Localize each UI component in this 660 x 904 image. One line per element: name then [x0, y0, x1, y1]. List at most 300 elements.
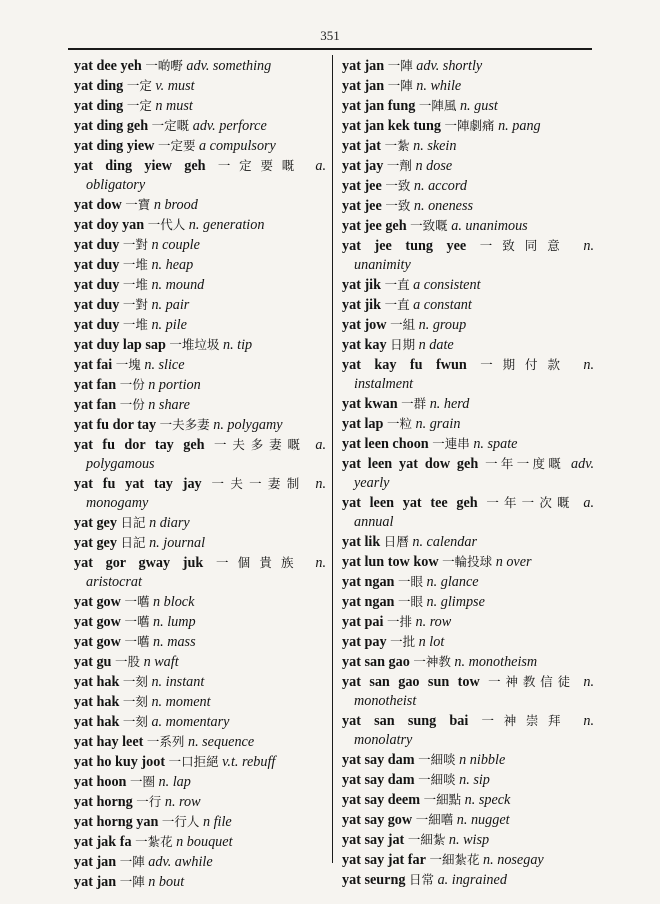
entry-definition: n. pang	[498, 118, 541, 134]
entry-headword: yat jan	[74, 874, 117, 890]
dictionary-entry	[342, 572, 594, 592]
entry-definition: a.	[583, 495, 594, 511]
entry-chinese: 一細啖	[418, 772, 456, 787]
dictionary-entry	[74, 215, 326, 235]
dictionary-entry	[74, 792, 326, 812]
entry-chinese: 一寶	[125, 197, 151, 212]
entry-definition: a. momentary	[151, 714, 230, 730]
dictionary-entry	[342, 434, 594, 454]
entry-chinese: 一細紮花	[429, 852, 480, 867]
dictionary-entry	[74, 474, 326, 513]
entry-headword: yat jay	[342, 158, 384, 174]
dictionary-entry	[74, 652, 326, 672]
entry-headword: yat jee	[342, 198, 382, 214]
entry-definition: n.	[583, 674, 594, 690]
dictionary-entry	[74, 632, 326, 652]
entry-chinese: 一圈	[129, 774, 155, 789]
dictionary-entry	[74, 612, 326, 632]
entry-headword: yat fan	[74, 397, 117, 413]
entry-definition: n. sequence	[187, 734, 255, 750]
entry-chinese: 一堆	[122, 277, 148, 292]
entry-definition: n. accord	[413, 178, 467, 194]
entry-chinese: 一啲嘢	[145, 58, 183, 73]
entry-definition: n couple	[151, 237, 200, 253]
entry-chinese: 一粒	[386, 416, 412, 431]
entry-headword: yat kay fu fwun	[342, 357, 467, 373]
dictionary-entry	[342, 850, 594, 870]
entry-definition: n. slice	[144, 357, 185, 373]
entry-definition: n bout	[148, 874, 185, 890]
dictionary-entry	[342, 532, 594, 552]
entry-headword: yat say jat far	[342, 852, 426, 868]
entry-chinese: 一劑	[386, 158, 412, 173]
entry-definition-continued: obligatory	[86, 177, 146, 193]
dictionary-entry	[74, 732, 326, 752]
entry-chinese: 一致同意	[479, 238, 570, 253]
entry-definition: n.	[583, 713, 594, 729]
entry-definition: n diary	[149, 515, 190, 531]
dictionary-entry	[342, 632, 594, 652]
entry-definition: n. row	[164, 794, 201, 810]
dictionary-entry	[342, 96, 594, 116]
dictionary-entry	[342, 672, 594, 711]
entry-definition: n block	[153, 594, 195, 610]
entry-chinese: 一細嚿	[415, 812, 454, 827]
dictionary-entry	[342, 136, 594, 156]
entry-chinese: 一細啖	[418, 752, 456, 767]
entry-headword: yat ho kuy joot	[74, 754, 166, 770]
entry-headword: yat ding	[74, 98, 124, 114]
entry-definition: a.	[315, 158, 326, 174]
dictionary-entry	[342, 493, 594, 532]
entry-chinese: 一神教	[413, 654, 451, 669]
entry-chinese: 一直	[384, 277, 410, 292]
entry-definition: n. instant	[151, 674, 205, 690]
dictionary-entry	[342, 56, 594, 76]
entry-definition: n. lap	[158, 774, 191, 790]
entry-headword: yat duy	[74, 317, 120, 333]
entry-headword: yat hak	[74, 694, 120, 710]
entry-headword: yat pay	[342, 634, 387, 650]
entry-headword: yat fai	[74, 357, 113, 373]
entry-first-line	[342, 454, 594, 474]
entry-headword: yat ding yiew geh	[74, 158, 206, 174]
dictionary-entry	[74, 375, 326, 395]
dictionary-entry	[74, 692, 326, 712]
entry-first-line	[74, 553, 326, 573]
dictionary-entry	[342, 216, 594, 236]
entry-chinese: 一神崇拜	[481, 713, 571, 728]
entry-chinese: 一定	[126, 98, 152, 113]
entry-definition: n. nugget	[456, 812, 510, 828]
entry-definition-continued: monolatry	[354, 732, 413, 748]
entry-definition: n. calendar	[412, 534, 477, 550]
entry-definition: n waft	[143, 654, 179, 670]
entry-chinese: 一定要	[157, 138, 196, 153]
dictionary-entry	[74, 672, 326, 692]
entry-definition: n. journal	[149, 535, 206, 551]
entry-chinese: 一份	[119, 377, 145, 392]
entry-headword: yat jow	[342, 317, 387, 333]
entry-chinese: 一致	[385, 178, 411, 193]
entry-chinese: 一嚿	[124, 594, 150, 609]
entry-chinese: 一陣	[387, 58, 413, 73]
dictionary-entry	[74, 275, 326, 295]
entry-chinese: 一年一度嘅	[485, 456, 565, 471]
entry-definition: n.	[315, 476, 326, 492]
entry-definition: a. unanimous	[451, 218, 528, 234]
entry-headword: yat lap	[342, 416, 384, 432]
entry-definition-continued: annual	[354, 514, 394, 530]
entry-chinese: 一年一次嘅	[486, 495, 575, 510]
dictionary-entry	[342, 454, 594, 493]
entry-first-line	[342, 493, 594, 513]
entry-chinese: 一組	[390, 317, 416, 332]
dictionary-entry	[74, 255, 326, 275]
entry-chinese: 一陣	[387, 78, 413, 93]
entry-definition: n file	[202, 814, 232, 830]
entry-chinese: 一期付款	[480, 357, 570, 372]
entry-definition: a consistent	[413, 277, 481, 293]
entry-chinese: 一神教信徒	[488, 674, 575, 689]
entry-definition: n. mound	[151, 277, 205, 293]
dictionary-entry	[342, 414, 594, 434]
dictionary-entry	[74, 872, 326, 892]
dictionary-entry	[342, 711, 594, 750]
entry-definition: n. pair	[151, 297, 190, 313]
dictionary-entry	[74, 355, 326, 375]
entry-headword: yat ngan	[342, 574, 395, 590]
dictionary-entry	[74, 712, 326, 732]
entry-chinese: 一致	[385, 198, 411, 213]
entry-headword: yat seurng	[342, 872, 406, 888]
entry-chinese: 一代人	[147, 217, 186, 232]
entry-headword: yat jan fung	[342, 98, 416, 114]
dictionary-entry	[342, 394, 594, 414]
entry-first-line	[74, 156, 326, 176]
entry-chinese: 一眼	[397, 574, 423, 589]
dictionary-entry	[74, 772, 326, 792]
entry-definition: v.t. rebuff	[222, 754, 276, 770]
entry-first-line	[342, 236, 594, 256]
dictionary-entry	[342, 275, 594, 295]
entry-headword: yat leen choon	[342, 436, 429, 452]
entry-definition: n. oneness	[413, 198, 473, 214]
dictionary-entry	[74, 415, 326, 435]
entry-definition: n. mass	[153, 634, 196, 650]
entry-chinese: 一定嘅	[151, 118, 190, 133]
dictionary-entry	[342, 315, 594, 335]
entry-chinese: 一堆垃圾	[169, 337, 220, 352]
dictionary-entry	[74, 56, 326, 76]
entry-chinese: 一刻	[122, 674, 148, 689]
entry-headword: yat leen yat tee geh	[342, 495, 478, 511]
entry-headword: yat hak	[74, 674, 120, 690]
dictionary-entry	[342, 552, 594, 572]
entry-definition: n.	[583, 238, 594, 254]
dictionary-entry	[74, 752, 326, 772]
dictionary-entry	[74, 335, 326, 355]
entry-definition: n. row	[415, 614, 452, 630]
entry-definition: a constant	[413, 297, 472, 313]
entry-chinese: 一定	[126, 78, 152, 93]
dictionary-entry	[342, 335, 594, 355]
entry-definition: n. herd	[429, 396, 470, 412]
entry-definition: n. sip	[459, 772, 490, 788]
dictionary-entry	[74, 812, 326, 832]
entry-chinese: 一行人	[161, 814, 200, 829]
entry-headword: yat duy	[74, 297, 120, 313]
entry-chinese: 一嚿	[124, 634, 150, 649]
entry-definition: n. speck	[464, 792, 511, 808]
entry-chinese: 一夫多妻嘅	[213, 437, 306, 452]
entry-definition: n portion	[148, 377, 201, 393]
dictionary-entry	[74, 76, 326, 96]
entry-chinese: 一輪投球	[442, 554, 493, 569]
entry-headword: yat kwan	[342, 396, 398, 412]
entry-headword: yat say dam	[342, 772, 415, 788]
entry-chinese: 一夫多妻	[159, 417, 210, 432]
entry-definition: a compulsory	[199, 138, 276, 154]
entry-chinese: 一堆	[122, 257, 148, 272]
entry-chinese: 一個貴族	[216, 555, 303, 570]
entry-chinese: 日曆	[383, 534, 409, 549]
entry-definition-continued: monotheist	[354, 693, 417, 709]
dictionary-entry	[342, 612, 594, 632]
entry-headword: yat san gao	[342, 654, 410, 670]
entry-definition: n. group	[418, 317, 467, 333]
entry-headword: yat say jat	[342, 832, 405, 848]
entry-headword: yat jee	[342, 178, 382, 194]
dictionary-entry	[74, 832, 326, 852]
dictionary-entry	[74, 533, 326, 553]
entry-headword: yat jan kek tung	[342, 118, 441, 134]
dictionary-entry	[74, 435, 326, 474]
dictionary-entry	[74, 195, 326, 215]
dictionary-entry	[342, 790, 594, 810]
entry-headword: yat leen yat dow geh	[342, 456, 479, 472]
entry-definition: n. gust	[459, 98, 498, 114]
entry-chinese: 一陣劇痛	[444, 118, 495, 133]
entry-definition: n. spate	[473, 436, 518, 452]
entry-definition: v. must	[155, 78, 195, 94]
entry-chinese: 一對	[122, 297, 148, 312]
dictionary-entry	[74, 96, 326, 116]
entry-headword: yat fan	[74, 377, 117, 393]
entry-chinese: 一連串	[432, 436, 470, 451]
dictionary-entry	[342, 355, 594, 394]
entry-chinese: 一股	[115, 654, 141, 669]
entry-headword: yat fu dor tay geh	[74, 437, 205, 453]
entry-definition: n. glance	[426, 574, 479, 590]
dictionary-entry	[74, 136, 326, 156]
entry-headword: yat jik	[342, 297, 382, 313]
entry-headword: yat say deem	[342, 792, 421, 808]
entry-definition: n. lump	[153, 614, 196, 630]
entry-definition: n. moment	[151, 694, 211, 710]
entry-headword: yat ding yiew	[74, 138, 155, 154]
dictionary-entry	[342, 870, 594, 890]
entry-headword: yat gor gway juk	[74, 555, 204, 571]
entry-chinese: 一夫一妻制	[211, 476, 306, 491]
entry-chinese: 一排	[386, 614, 412, 629]
entry-definition: n. heap	[151, 257, 194, 273]
entry-definition-continued: aristocrat	[86, 574, 142, 590]
entry-chinese: 一批	[390, 634, 416, 649]
entry-definition: n lot	[418, 634, 445, 650]
dictionary-entry	[342, 156, 594, 176]
entry-definition: n. pile	[151, 317, 187, 333]
dictionary-entry	[342, 295, 594, 315]
entry-headword: yat jak fa	[74, 834, 132, 850]
entry-headword: yat fu dor tay	[74, 417, 157, 433]
dictionary-entry	[74, 592, 326, 612]
entry-chinese: 一陣	[119, 874, 145, 889]
left-column	[74, 56, 326, 892]
entry-chinese: 一紮	[384, 138, 410, 153]
entry-headword: yat hak	[74, 714, 120, 730]
dictionary-entry	[342, 652, 594, 672]
dictionary-entry	[74, 852, 326, 872]
entry-headword: yat lik	[342, 534, 381, 550]
entry-chinese: 一對	[122, 237, 148, 252]
entry-chinese: 日記	[120, 515, 146, 530]
entry-definition: n must	[155, 98, 193, 114]
entry-chinese: 一嚿	[124, 614, 150, 629]
entry-headword: yat horng	[74, 794, 133, 810]
dictionary-entry	[74, 315, 326, 335]
dictionary-entry	[342, 592, 594, 612]
right-column	[342, 56, 594, 890]
entry-headword: yat gow	[74, 634, 121, 650]
entry-definition: adv.	[571, 456, 594, 472]
entry-definition: n date	[418, 337, 454, 353]
entry-headword: yat duy lap sap	[74, 337, 166, 353]
entry-headword: yat pai	[342, 614, 384, 630]
entry-chinese: 一致嘅	[410, 218, 448, 233]
dictionary-entry	[74, 513, 326, 533]
entry-chinese: 日記	[120, 535, 146, 550]
entry-headword: yat gu	[74, 654, 112, 670]
entry-chinese: 一刻	[122, 714, 148, 729]
dictionary-entry	[74, 156, 326, 195]
entry-chinese: 一定要嘅	[217, 158, 304, 173]
entry-definition: n share	[148, 397, 190, 413]
entry-definition-continued: yearly	[354, 475, 390, 491]
entry-headword: yat dee yeh	[74, 58, 142, 74]
dictionary-entry	[74, 295, 326, 315]
entry-definition-continued: unanimity	[354, 257, 411, 273]
entry-chinese: 一紮花	[135, 834, 173, 849]
entry-first-line	[342, 355, 594, 375]
entry-first-line	[74, 435, 326, 455]
entry-definition: n. tip	[222, 337, 253, 353]
entry-definition: n. while	[416, 78, 462, 94]
entry-definition: n brood	[153, 197, 198, 213]
dictionary-entry	[74, 235, 326, 255]
dictionary-entry	[74, 553, 326, 592]
header-rule	[68, 48, 592, 50]
entry-definition-continued: monogamy	[86, 495, 149, 511]
dictionary-entry	[342, 810, 594, 830]
entry-chinese: 一細紮	[407, 832, 446, 847]
entry-chinese: 一陣	[119, 854, 145, 869]
entry-headword: yat fu yat tay jay	[74, 476, 202, 492]
entry-first-line	[342, 711, 594, 731]
dictionary-entry	[342, 750, 594, 770]
dictionary-entry	[342, 176, 594, 196]
entry-definition: a. ingrained	[437, 872, 507, 888]
entry-chinese: 一份	[119, 397, 145, 412]
entry-headword: yat duy	[74, 277, 120, 293]
entry-definition: a.	[315, 437, 326, 453]
entry-headword: yat say dam	[342, 752, 415, 768]
entry-headword: yat ding geh	[74, 118, 149, 134]
entry-definition: n bouquet	[176, 834, 233, 850]
entry-chinese: 一群	[401, 396, 427, 411]
entry-headword: yat ngan	[342, 594, 395, 610]
entry-definition: n. nosegay	[483, 852, 544, 868]
dictionary-entry	[74, 116, 326, 136]
entry-definition: adv. perforce	[192, 118, 267, 134]
entry-definition: adv. shortly	[416, 58, 483, 74]
entry-headword: yat ding	[74, 78, 124, 94]
entry-headword: yat jan	[342, 58, 385, 74]
entry-definition: n.	[315, 555, 326, 571]
entry-headword: yat lun tow kow	[342, 554, 439, 570]
entry-headword: yat jee tung yee	[342, 238, 467, 254]
entry-definition: n dose	[415, 158, 453, 174]
entry-headword: yat gow	[74, 614, 121, 630]
entry-headword: yat san gao sun tow	[342, 674, 480, 690]
entry-headword: yat dow	[74, 197, 122, 213]
entry-chinese: 一塊	[115, 357, 141, 372]
entry-first-line	[74, 474, 326, 494]
entry-definition: n. monotheism	[454, 654, 538, 670]
entry-headword: yat horng yan	[74, 814, 159, 830]
entry-headword: yat jik	[342, 277, 382, 293]
entry-headword: yat gey	[74, 535, 117, 551]
page-number: 351	[320, 28, 340, 43]
entry-chinese: 一刻	[122, 694, 148, 709]
entry-definition: n. polygamy	[213, 417, 283, 433]
entry-chinese: 一行	[136, 794, 162, 809]
entry-headword: yat doy yan	[74, 217, 145, 233]
dictionary-entry	[342, 770, 594, 790]
entry-headword: yat san sung bai	[342, 713, 469, 729]
dictionary-entry	[342, 116, 594, 136]
entry-headword: yat jan	[342, 78, 385, 94]
entry-chinese: 一堆	[122, 317, 148, 332]
entry-definition: n. skein	[413, 138, 457, 154]
entry-headword: yat gey	[74, 515, 117, 531]
entry-chinese: 日常	[409, 872, 435, 887]
entry-chinese: 一口拒絕	[168, 754, 219, 769]
column-divider	[332, 55, 333, 863]
entry-definition: n.	[583, 357, 594, 373]
entry-definition: adv. awhile	[148, 854, 213, 870]
entry-headword: yat duy	[74, 257, 120, 273]
entry-definition: n over	[495, 554, 532, 570]
entry-definition: n nibble	[459, 752, 506, 768]
dictionary-entry	[74, 395, 326, 415]
dictionary-entry	[342, 830, 594, 850]
entry-chinese: 一系列	[146, 734, 185, 749]
entry-definition-continued: instalment	[354, 376, 414, 392]
entry-definition: n. glimpse	[426, 594, 485, 610]
entry-definition: n. generation	[188, 217, 265, 233]
entry-definition-continued: polygamous	[86, 456, 155, 472]
